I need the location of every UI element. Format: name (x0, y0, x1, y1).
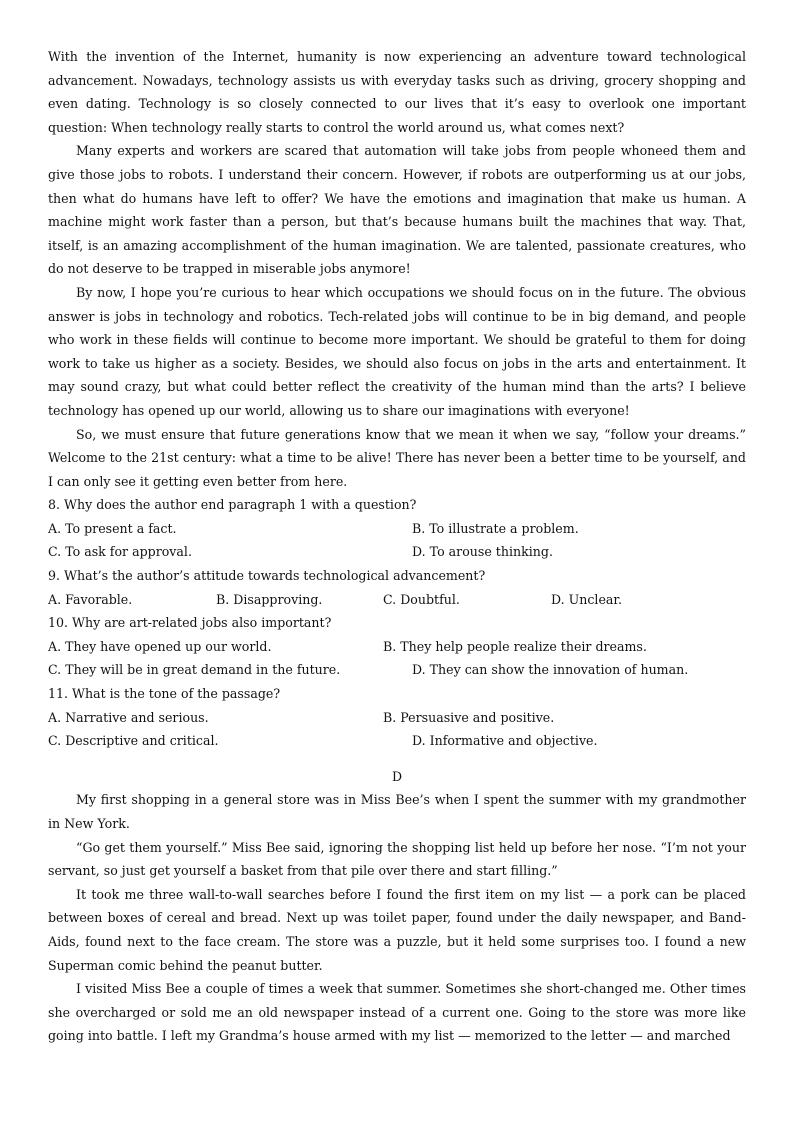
question-stem: 8. Why does the author end paragraph 1 with a question? (48, 497, 417, 513)
question-stem: 9. What’s the author’s attitude towards technological advancement? (48, 568, 486, 584)
question-8 (48, 493, 746, 564)
passage-c-paragraph-1: With the invention of the Internet, humanity is now experiencing an adventure toward technological advancement. Nowadays, technology assists us with everyday tasks such as driving, grocery shopping and even dating. Technology is so closely connected to our lives that it’s easy to overlook one important question: When technology really starts to control the world around us, what comes next? (48, 49, 746, 135)
passage-c-paragraph-3: By now, I hope you’re curious to hear which occupations we should focus on in the future. The obvious answer is jobs in technology and robotics. Tech-related jobs will continue to be in big demand, and people who work in these fields will continue to become more important. We should be grateful to them for doing work to take us higher as a society. Besides, we should also focus on jobs in the arts and entertainment. It may sound crazy, but what could better reflect the creativity of the human mind than the arts? I believe technology has opened up our world, allowing us to share our imaginations with everyone! (48, 284, 746, 418)
option-row (48, 658, 746, 682)
option-c: C. They will be in great demand in the future. (48, 662, 341, 678)
option-row (48, 706, 746, 730)
question-9 (48, 564, 746, 611)
passage-d (48, 765, 746, 1048)
option-b: B. Persuasive and positive. (383, 709, 555, 725)
option-row (48, 635, 746, 659)
passage-c-paragraph-4: So, we must ensure that future generations know that we mean it when we say, “follow your dreams.” Welcome to the 21st century: what a time to be alive! There has never been a better time to be yourself, and I can only see it getting even better from here. (48, 426, 746, 489)
passage-d-paragraph-3: It took me three wall-to-wall searches before I found the first item on my list — a pork can be placed between boxes of cereal and bread. Next up was toilet paper, found under the daily newspaper, and Band-Aids, found next to the face cream. The store was a puzzle, but it held some surprises too. I found a new Superman comic behind the peanut butter. (48, 886, 746, 973)
option-row (48, 540, 746, 564)
passage-d-paragraph-4: I visited Miss Bee a couple of times a week that summer. Sometimes she short-changed me. Other times she overcharged or sold me an old newspaper instead of a current one. Going to the store was more like going into battle. I left my Grandma’s house armed with my list — memorized to the letter — and marched (48, 981, 746, 1044)
option-b: B. To illustrate a problem. (412, 520, 579, 536)
passage-d-paragraph-1: My first shopping in a general store was in Miss Bee’s when I spent the summer with my grandmother in New York. (48, 792, 746, 831)
option-a: A. They have opened up our world. (48, 638, 272, 654)
option-b: B. Disapproving. (216, 591, 323, 607)
option-a: A. To present a fact. (48, 520, 177, 536)
question-stem: 11. What is the tone of the passage? (48, 686, 281, 702)
option-d: D. To arouse thinking. (412, 544, 553, 560)
option-b: B. They help people realize their dreams. (383, 638, 647, 654)
option-row (48, 517, 746, 541)
option-c: C. Doubtful. (383, 591, 460, 607)
option-c: C. To ask for approval. (48, 544, 192, 560)
question-11 (48, 682, 746, 753)
option-a: A. Narrative and serious. (48, 709, 209, 725)
passage-d-paragraph-2: “Go get them yourself.” Miss Bee said, ignoring the shopping list held up before her nose. “I’m not your servant, so just get yourself a basket from that pile over there and start filling.” (48, 839, 746, 879)
passage-c-paragraph-2: Many experts and workers are scared that automation will take jobs from people whoneed them and give those jobs to robots. I understand their concern. However, if robots are outperforming us at our jobs, then what do humans have left to offer? We have the emotions and imagination that make us human. A machine might work faster than a person, but that’s because humans built the machines that way. That, itself, is an amazing accomplishment of the human imagination. We are talented, passionate creatures, who do not deserve to be trapped in miserable jobs anymore! (48, 143, 746, 277)
passage-c (48, 45, 746, 493)
passage-d-title: D (391, 768, 403, 784)
question-stem: 10. Why are art-related jobs also important? (48, 615, 332, 631)
option-a: A. Favorable. (48, 591, 133, 607)
option-d: D. Unclear. (551, 591, 623, 607)
option-row (48, 729, 746, 753)
option-d: D. Informative and objective. (412, 733, 598, 749)
option-row (48, 588, 746, 612)
option-c: C. Descriptive and critical. (48, 733, 219, 749)
option-d: D. They can show the innovation of human. (412, 662, 689, 678)
question-10 (48, 611, 746, 682)
